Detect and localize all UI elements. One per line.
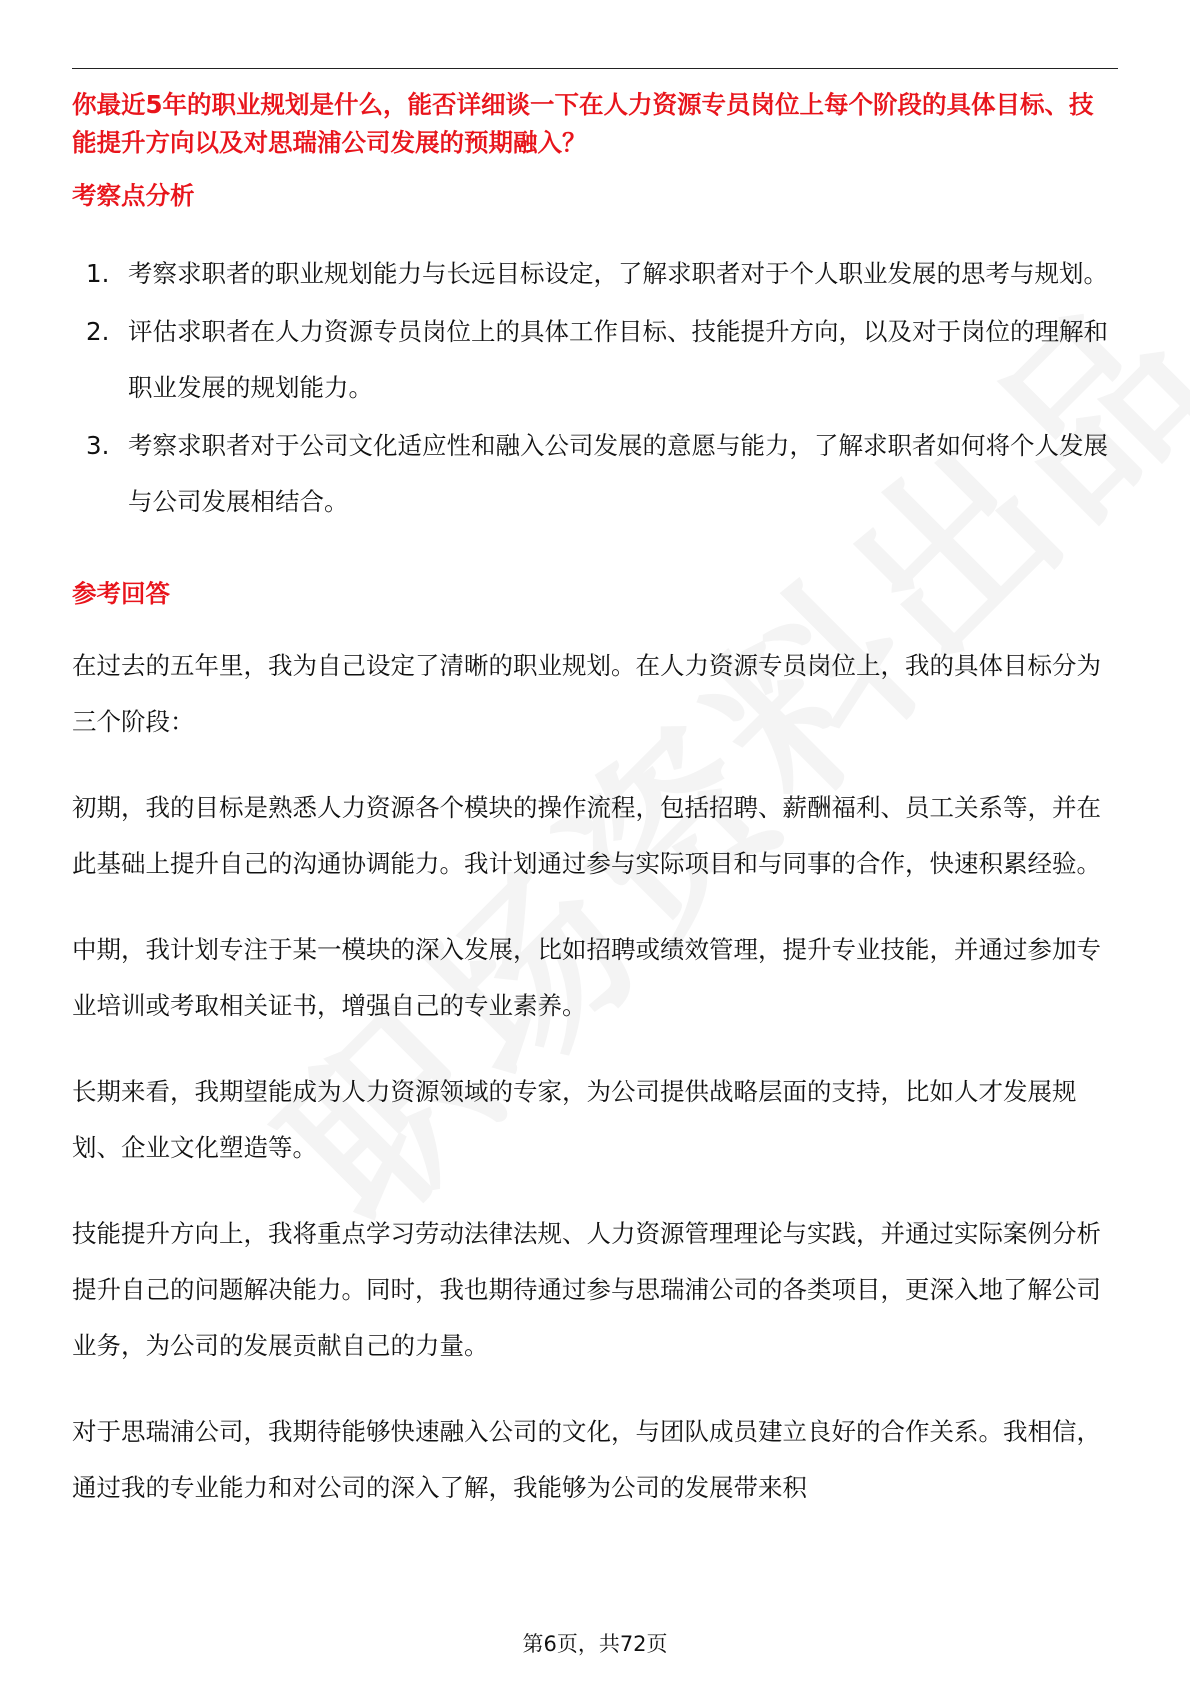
analysis-point: [72, 304, 1118, 416]
answer-paragraph: 在过去的五年里，我为自己设定了清晰的职业规划。在人力资源专员岗位上，我的具体目标分为三个阶段：: [72, 651, 1101, 736]
point-text: 考察求职者的职业规划能力与长远目标设定，了解求职者对于个人职业发展的思考与规划。: [128, 259, 1108, 288]
question-heading: 你最近5年的职业规划是什么，能否详细谈一下在人力资源专员岗位上每个阶段的具体目标、技能提升方向以及对思瑞浦公司发展的预期融入？: [72, 90, 1094, 157]
analysis-point: [72, 246, 1118, 302]
analysis-list: [72, 246, 1118, 530]
answer-paragraph: 长期来看，我期望能成为人力资源领域的专家，为公司提供战略层面的支持，比如人才发展规划、企业文化塑造等。: [72, 1077, 1077, 1162]
page-footer: 第6页，共72页: [522, 1632, 668, 1656]
point-text: 评估求职者在人力资源专员岗位上的具体工作目标、技能提升方向，以及对于岗位的理解和职业发展的规划能力。: [128, 317, 1108, 402]
point-number: 2.: [86, 317, 110, 346]
point-number: 1.: [86, 259, 110, 288]
top-divider: [72, 68, 1118, 69]
document-body: [72, 86, 1118, 1516]
answer-paragraph: 对于思瑞浦公司，我期待能够快速融入公司的文化，与团队成员建立良好的合作关系。我相信，通过我的专业能力和对公司的深入了解，我能够为公司的发展带来积: [72, 1417, 1101, 1502]
point-text: 考察求职者对于公司文化适应性和融入公司发展的意愿与能力，了解求职者如何将个人发展与公司发展相结合。: [128, 431, 1108, 516]
answer-paragraph: 技能提升方向上，我将重点学习劳动法律法规、人力资源管理理论与实践，并通过实际案例分析提升自己的问题解决能力。同时，我也期待通过参与思瑞浦公司的各类项目，更深入地了解公司业务，为公司的发展贡献自己的力量。: [72, 1219, 1101, 1360]
answer-paragraph: 中期，我计划专注于某一模块的深入发展，比如招聘或绩效管理，提升专业技能，并通过参加专业培训或考取相关证书，增强自己的专业素养。: [72, 935, 1101, 1020]
answer-paragraph: 初期，我的目标是熟悉人力资源各个模块的操作流程，包括招聘、薪酬福利、员工关系等，并在此基础上提升自己的沟通协调能力。我计划通过参与实际项目和与同事的合作，快速积累经验。: [72, 793, 1101, 878]
answer-title: 参考回答: [72, 579, 170, 608]
analysis-point: [72, 418, 1118, 530]
point-number: 3.: [86, 431, 110, 460]
analysis-title: 考察点分析: [72, 181, 195, 210]
